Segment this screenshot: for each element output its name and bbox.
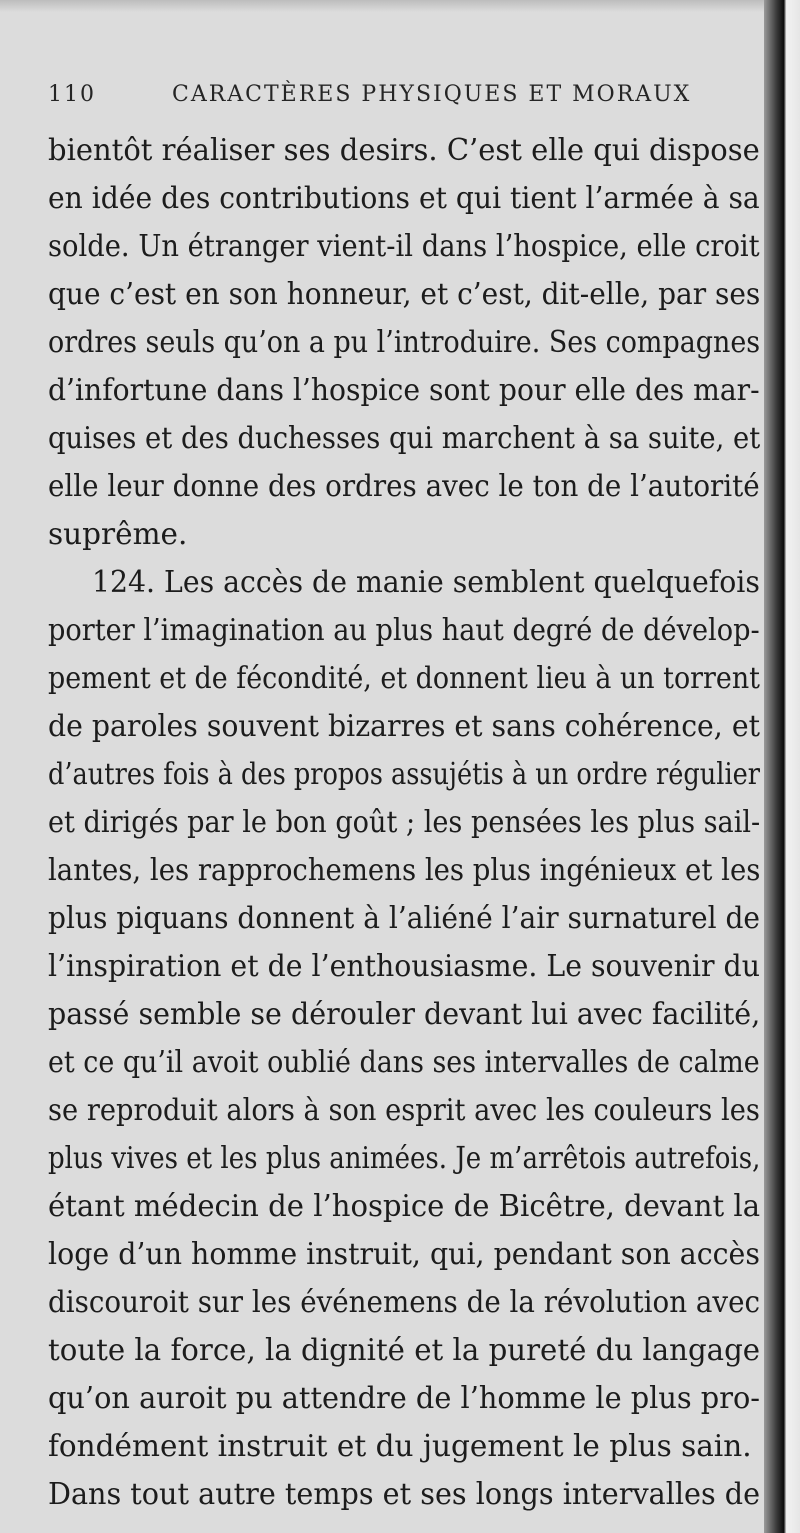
book-spine-edge — [764, 0, 800, 1533]
text-line: passé semble se dérouler devant lui avec facilité, — [48, 997, 761, 1031]
text-line: discouroit sur les événemens de la révolution avec — [48, 1285, 761, 1319]
text-line: lantes, les rapprochemens les plus ingénieux et les — [48, 853, 761, 887]
text-line: et ce qu’il avoit oublié dans ses intervalles de calme — [48, 1045, 760, 1079]
text-line: quises et des duchesses qui marchent à sa suite, et — [48, 421, 761, 455]
text-line: solde. Un étranger vient-il dans l’hospice, elle croit — [48, 229, 760, 263]
text-line: et dirigés par le bon goût ; les pensées les plus sail- — [48, 805, 761, 839]
text-line: elle leur donne des ordres avec le ton de l’autorité — [48, 469, 760, 503]
text-line: toute la force, la dignité et la pureté du langage — [48, 1333, 761, 1367]
text-line: plus vives et les plus animées. Je m’arrêtois autrefois, — [48, 1141, 761, 1175]
text-line: étant médecin de l’hospice de Bicêtre, devant la — [48, 1189, 761, 1223]
page-top-shadow — [0, 0, 764, 12]
page-number: 110 — [48, 82, 96, 107]
text-line: Dans tout autre temps et ses longs intervalles de — [48, 1477, 761, 1511]
running-header — [48, 82, 698, 118]
text-line: l’inspiration et de l’enthousiasme. Le souvenir du — [48, 949, 760, 983]
running-title: CARACTÈRES PHYSIQUES ET MORAUX — [172, 82, 692, 107]
text-line: ordres seuls qu’on a pu l’introduire. Ses compagnes — [48, 325, 761, 359]
text-line: que c’est en son honneur, et c’est, dit-elle, par ses — [48, 277, 761, 311]
text-line: d’autres fois à des propos assujétis à un ordre régulier — [48, 757, 761, 791]
text-line: loge d’un homme instruit, qui, pendant son accès — [48, 1237, 760, 1271]
text-line: fondément instruit et du jugement le plus sain. — [48, 1429, 752, 1463]
paragraph-start-line: 124. Les accès de manie semblent quelquefois — [92, 565, 760, 599]
text-line: de paroles souvent bizarres et sans cohérence, et — [48, 709, 760, 743]
text-line: d’infortune dans l’hospice sont pour elle des mar- — [48, 373, 760, 407]
body-text — [48, 126, 766, 1518]
text-line: pement et de fécondité, et donnent lieu à un torrent — [48, 661, 760, 695]
text-line: porter l’imagination au plus haut degré de dévelop- — [48, 613, 760, 647]
text-line: se reproduit alors à son esprit avec les couleurs les — [48, 1093, 760, 1127]
text-line: qu’on auroit pu attendre de l’homme le plus pro- — [48, 1381, 760, 1415]
text-line: bientôt réaliser ses desirs. C’est elle qui dispose — [48, 133, 760, 167]
text-line: plus piquans donnent à l’aliéné l’air surnaturel de — [48, 901, 761, 935]
text-line: suprême. — [48, 517, 188, 551]
text-line: en idée des contributions et qui tient l’armée à sa — [48, 181, 760, 215]
